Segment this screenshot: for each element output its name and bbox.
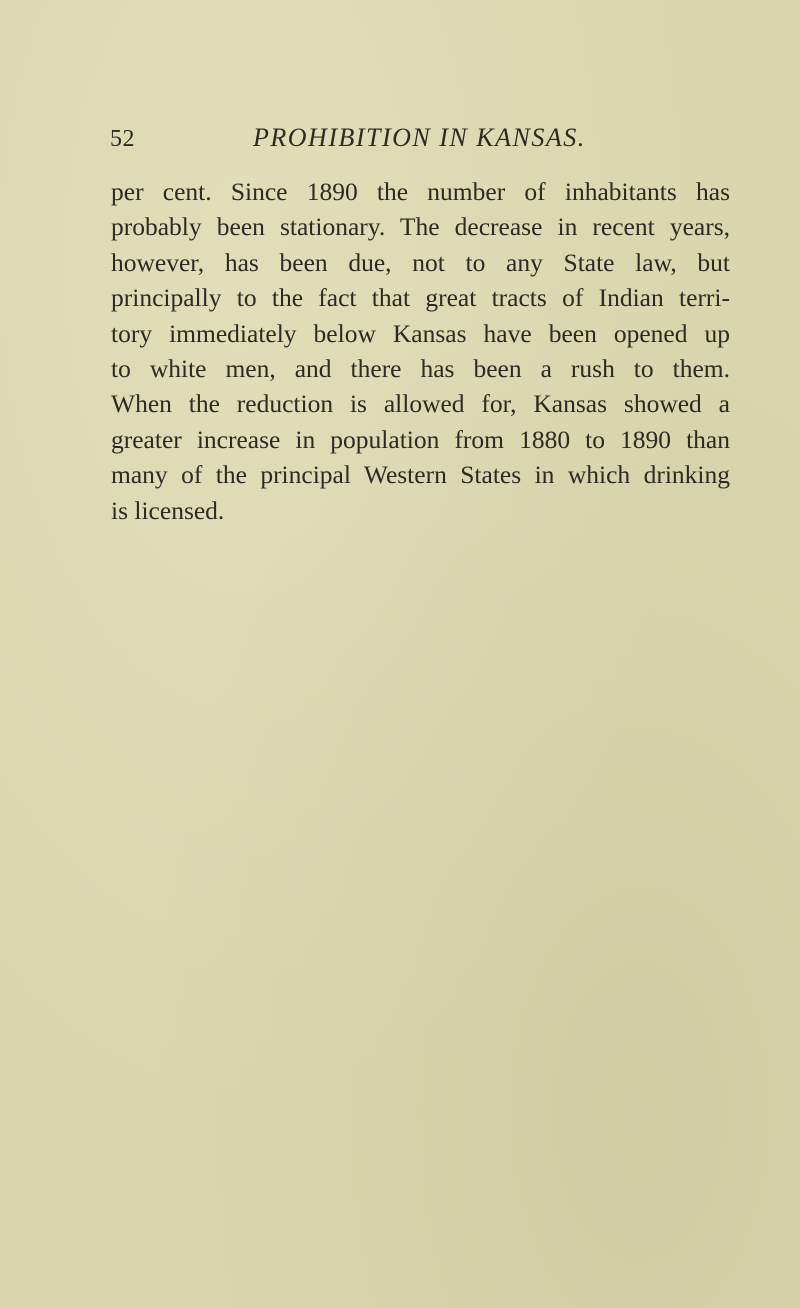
text-line: however, has been due, not to any State law, but [111,247,730,277]
running-head: PROHIBITION IN KANSAS. [253,123,586,152]
text-line: greater increase in population from 1880 to 1890 than [111,424,730,454]
text-line: many of the principal Western States in which drinking [111,460,730,490]
body-paragraph [111,174,730,528]
text-line: When the reduction is allowed for, Kansas showed a [111,389,730,419]
text-line: to white men, and there has been a rush to them. [111,353,730,383]
text-line: per cent. Since 1890 the number of inhabitants has [111,177,730,206]
page-number: 52 [110,126,135,152]
text-line: probably been stationary. The decrease in recent years, [111,212,730,242]
text-line: is licensed. [111,495,225,525]
text-line: tory immediately below Kansas have been opened up [111,318,730,348]
text-line: principally to the fact that great tracts of Indian terri- [111,283,730,313]
page-header [110,120,730,160]
